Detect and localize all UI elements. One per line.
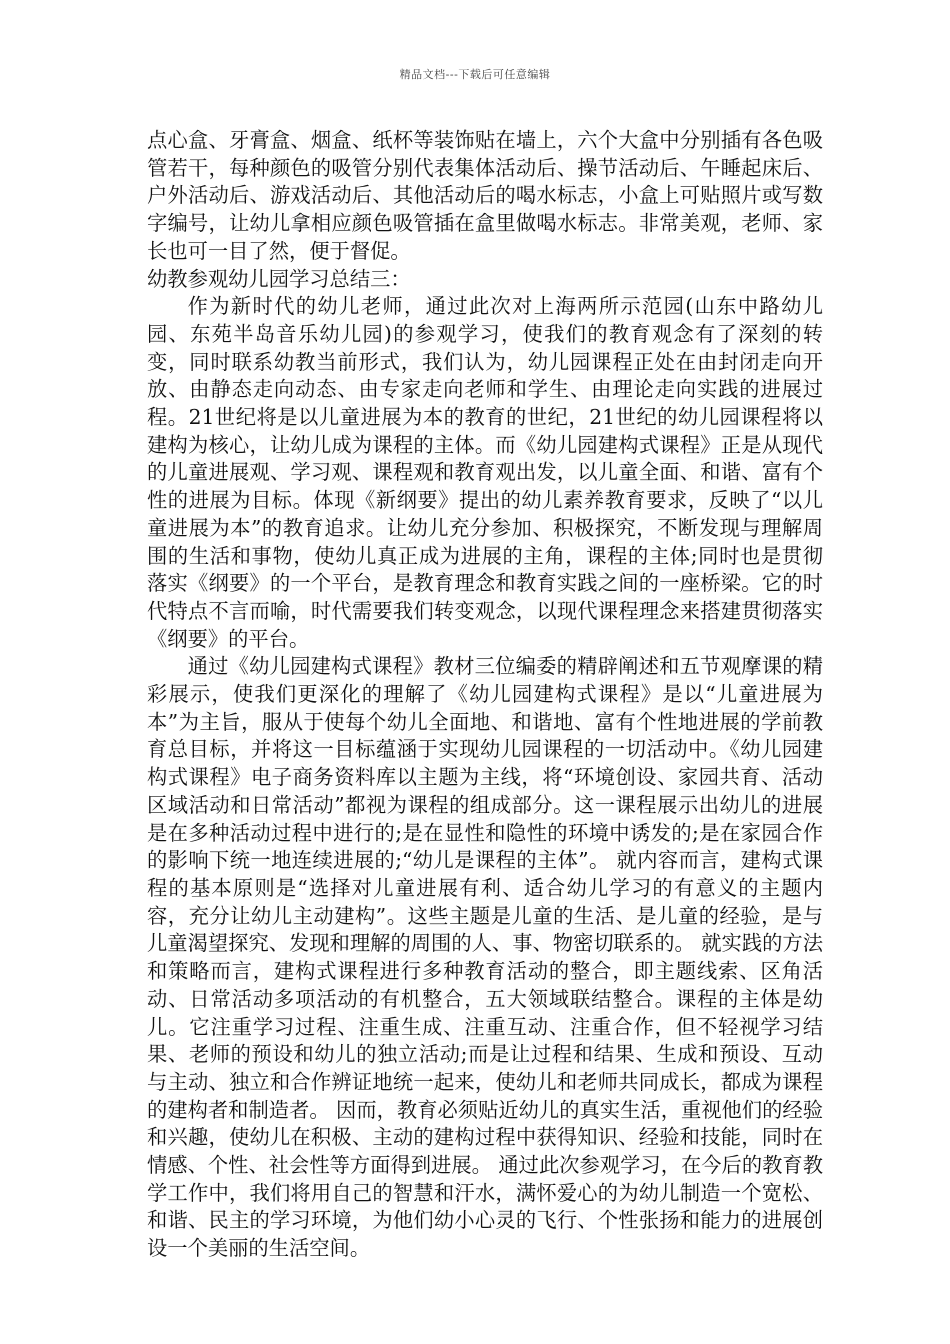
paragraph-continuation: 点心盒、牙膏盒、烟盒、纸杯等装饰贴在墙上，六个大盒中分别插有各色吸管若干，每种颜色的吸管分别代表集体活动后、操节活动后、午睡起床后、户外活动后、游戏活动后、其他活动后的喝水标志，小盒上可贴照片或写数字编号，让幼儿拿相应颜色吸管插在盒里做喝水标志。非常美观，老师、家长也可一目了然，便于督促。	[147, 128, 823, 263]
paragraph-intro: 作为新时代的幼儿老师，通过此次对上海两所示范园(山东中路幼儿园、东苑半岛音乐幼儿园)的参观学习，使我们的教育观念有了深刻的转变，同时联系幼教当前形式，我们认为，幼儿园课程正处在由封闭走向开放、由静态走向动态、由专家走向老师和学生、由理论走向实践的进展过程。21世纪将是以儿童进展为本的教育的世纪，21世纪的幼儿园课程将以建构为核心，让幼儿成为课程的主体。而《幼儿园建构式课程》正是从现代的儿童进展观、学习观、课程观和教育观出发，以儿童全面、和谐、富有个性的进展为目标。体现《新纲要》提出的幼儿素养教育要求，反映了“以儿童进展为本”的教育追求。让幼儿充分参加、积极探究，不断发现与理解周围的生活和事物，使幼儿真正成为进展的主角，课程的主体;同时也是贯彻落实《纲要》的一个平台，是教育理念和教育实践之间的一座桥梁。它的时代特点不言而喻，时代需要我们转变观念，以现代课程理念来搭建贯彻落实《纲要》的平台。	[147, 294, 823, 651]
document-body	[147, 127, 823, 1263]
paragraph-main: 通过《幼儿园建构式课程》教材三位编委的精辟阐述和五节观摩课的精彩展示，使我们更深化的理解了《幼儿园建构式课程》是以“儿童进展为本”为主旨，服从于使每个幼儿全面地、和谐地、富有个性地进展的学前教育总目标，并将这一目标蕴涵于实现幼儿园课程的一切活动中。《幼儿园建构式课程》电子商务资料库以主题为主线，将“环境创设、家园共育、活动区域活动和日常活动”都视为课程的组成部分。这一课程展示出幼儿的进展是在多种活动过程中进行的;是在显性和隐性的环境中诱发的;是在家园合作的影响下统一地连续进展的;“幼儿是课程的主体”。 就内容而言，建构式课程的基本原则是“选择对儿童进展有利、适合幼儿学习的有意义的主题内容，充分让幼儿主动建构”。这些主题是儿童的生活、是儿童的经验，是与儿童渴望探究、发现和理解的周围的人、事、物密切联系的。 就实践的方法和策略而言，建构式课程进行多种教育活动的整合，即主题线索、区角活动、日常活动多项活动的有机整合，五大领域联结整合。课程的主体是幼儿。它注重学习过程、注重生成、注重互动、注重合作，但不轻视学习结果、老师的预设和幼儿的独立活动;而是让过程和结果、生成和预设、互动与主动、独立和合作辨证地统一起来，使幼儿和老师共同成长，都成为课程的建构者和制造者。 因而，教育必须贴近幼儿的真实生活，重视他们的经验和兴趣，使幼儿在积极、主动的建构过程中获得知识、经验和技能，同时在情感、个性、社会性等方面得到进展。 通过此次参观学习，在今后的教育教学工作中，我们将用自己的智慧和汗水，满怀爱心的为幼儿制造一个宽松、和谐、民主的学习环境，为他们幼小心灵的飞行、个性张扬和能力的进展创设一个美丽的生活空间。	[147, 654, 823, 1261]
section-heading: 幼教参观幼儿园学习总结三：	[147, 266, 411, 291]
page-header: 精品文档---下载后可任意编辑	[399, 68, 551, 81]
